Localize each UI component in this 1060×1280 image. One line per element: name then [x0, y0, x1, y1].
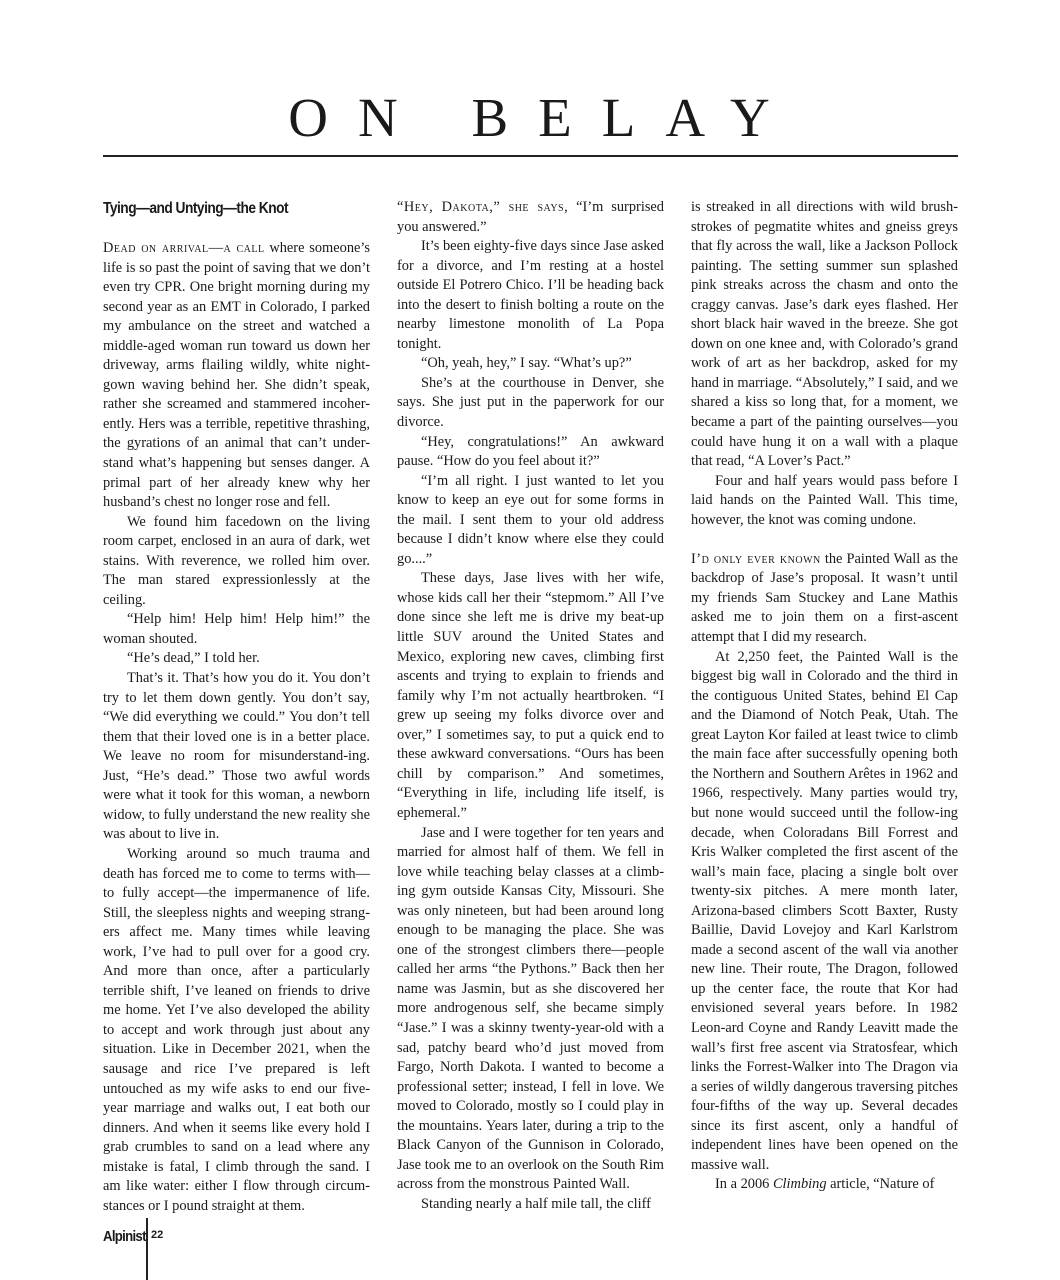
paragraph: “Help him! Help him! Help him!” the woman shouted. — [103, 611, 370, 647]
paragraph: “Oh, yeah, hey,” I say. “What’s up?” — [421, 355, 632, 372]
paragraph-text: “I’m surprised you answered.” — [397, 199, 664, 235]
paragraph: Four and half years would pass before I laid hands on the Painted Wall. This time, however, the knot was coming undone. — [691, 472, 958, 528]
paragraph: Working around so much trauma and death has forced me to come to terms with—to fully accept—the impermanence of life. Still, the sleepless nights and weeping strang-ers affect me. Many times while leaving work, I’ve had to pull over for a good cry. And more than once, after a particularly terrible shift, I’ve leaned on friends to drive me home. Yet I’ve also developed the ability to accept and work through just about any situation. Like in December 2021, when the sausage and rice I’ve prepared is left untouched as my wife asks to end our five-year marriage and walks out, I eat both our dinners. And when it seems like every hold I grab crumbles to sand on a lead where any mistake is fatal, I climb through the sand. I am like water: either I flow through circum-stances or I pound straight at them. — [103, 845, 370, 1214]
paragraph: Standing nearly a half mile tall, the cliff — [421, 1195, 651, 1212]
paragraph-text: the Painted Wall as the backdrop of Jase’s proposal. It wasn’t until my friends Sam Stuckey and Lane Mathis asked me to join them on a first-ascent attempt that I did my research. — [691, 550, 958, 646]
lead-in: “Hey, Dakota,” she says, — [397, 199, 569, 215]
paragraph: That’s it. That’s how you do it. You don’t try to let them down gently. You don’t say, “We did everything we could.” You don’t tell them that their loved one is in a better place. We leave no room for misunderstand-ing. Just, “He’s dead.” Those two awful words were what it took for this woman, a newborn widow, to fully understand the new reality she was about to live in. — [103, 670, 370, 843]
article-headline: Tying—and Untying—the Knot — [103, 200, 289, 217]
section-title: ON BELAY — [288, 87, 800, 148]
paragraph — [397, 198, 664, 237]
paragraph-text: where someone’s life is so past the point of saving that we don’t even try CPR. One bright morning during my second year as an EMT in Colorado, I parked my ambulance on the street and watched a middle-aged woman run toward us down her driveway, arms flailing wildly, white night-gown waving behind her. She didn’t speak, rather she screamed and stammered incoher-ently. Hers was a terrible, repetitive thrashing, the gyrations of an animal that can’t under-stand what’s happening but senses danger. A primal part of her already knew why her husband’s chest no longer rose and fell. — [103, 240, 370, 511]
paragraph-text: In a 2006 — [715, 1176, 773, 1193]
paragraph: At 2,250 feet, the Painted Wall is the biggest big wall in Colorado and the third in the contiguous United States, behind El Cap and the Diamond of Notch Peak, Utah. The great Layton Kor failed at least twice to climb the main face after successfully opening both the Northern and Southern Arêtes in 1962 and 1966, respectively. Many parties would try, but none would succeed until the follow-ing decade, when Coloradans Bill Forrest and Kris Walker completed the first ascent of the wall’s main face, placing a single bolt over twenty-six pitches. A mere month later, Arizona-based climbers Scott Baxter, Rusty Baillie, David Lovejoy and Karl Karlstrom made a second ascent of the wall via another new line. Their route, The Dragon, followed up the center face, the route that Kor had envisioned several years before. In 1982 Leon-ard Coyne and Randy Leavitt made the wall’s first free ascent via Stratosfear, which links the Forrest-Walker into The Dragon via a series of wildly dangerous traversing pitches four-fifths of the way up. Several decades since its first ascent, only a handful of independent lines have been opened on the massive wall. — [691, 648, 958, 1173]
paragraph-text: article, “Nature of — [826, 1176, 935, 1193]
paragraph: “Hey, congratulations!” An awkward pause. “How do you feel about it?” — [397, 433, 664, 470]
article-column-2 — [397, 198, 664, 1214]
paragraph: She’s at the courthouse in Denver, she says. She just put in the paperwork for our divorce. — [397, 374, 664, 431]
paragraph: Jase and I were together for ten years and married for almost half of them. We fell in love while teaching belay classes at a climb-ing gym outside Kansas City, Missouri. She was only nineteen, but had been around long enough to be managing the place. She was one of the strongest climbers there—people called her arms “the Pythons.” Back then her name was Jasmin, but as she discovered her more androgenous self, she became simply “Jase.” I was a skinny twenty-year-old with a sad, patchy beard who’d just moved from Fargo, North Dakota. I wanted to become a professional setter; instead, I fell in love. We moved to Colorado, mostly so I could play in the mountains. Years later, during a trip to the Black Canyon of the Gunnison in Colorado, Jase took me to an overlook on the South Rim across from the monstrous Painted Wall. — [397, 824, 664, 1193]
paragraph: We found him facedown on the living room carpet, enclosed in an aura of dark, wet stains. With reverence, we rolled him over. The man stared expressionlessly at the ceiling. — [103, 513, 370, 608]
magazine-logo: Alpinist — [103, 1228, 146, 1245]
paragraph: These days, Jase lives with her wife, whose kids call her their “stepmom.” All I’ve done since she left me is drive my beat-up little SUV around the United States and Mexico, exploring new caves, climbing first ascents and trying to explain to friends and family why I’m not actually heartbroken. “I grew up seeing my folks divorce over and over,” I sometimes say, to put a quick end to these awkward conversations. “Ours has been chill by comparison.” And sometimes, “Everything in life, including life itself, is ephemeral.” — [397, 570, 664, 821]
lead-in: Dead on arrival—a call — [103, 240, 265, 256]
article-column-1 — [103, 198, 370, 1216]
article-column-3 — [691, 198, 958, 1195]
paragraph: “I’m all right. I just wanted to let you know to keep an eye out for some forms in the mail. I sent them to your old address because I didn’t know where else they could go....” — [397, 472, 664, 567]
paragraph: is streaked in all directions with wild brush-strokes of pegmatite whites and gneiss greys that fly across the wall, like a Jackson Pollock painting. The setting summer sun splashed pink streaks across the chasm and onto the craggy canvas. Jase’s dark eyes flashed. Her short black hair waved in the breeze. She got down on one knee and, with Colorado’s grand work of art as her backdrop, asked for my hand in marriage. “Absolutely,” I said, and we shared a kiss so long that, for a moment, we became a part of the painting ourselves—you could have hung it on a wall with a plaque that read, “A Lover’s Pact.” — [691, 199, 958, 470]
paragraph — [691, 1175, 958, 1195]
paragraph — [103, 239, 370, 513]
paragraph: “He’s dead,” I told her. — [127, 650, 260, 667]
footer-divider — [146, 1218, 148, 1280]
paragraph — [691, 550, 958, 648]
publication-title: Climbing — [772, 1176, 827, 1193]
paragraph: It’s been eighty-five days since Jase asked for a divorce, and I’m resting at a hostel outside El Potrero Chico. I’ll be heading back into the desert to finish bolting a route on the nearby limestone monolith of La Popa tonight. — [397, 238, 664, 352]
header-rule — [103, 155, 958, 157]
page-number: 22 — [151, 1229, 164, 1241]
lead-in: I’d only ever known — [691, 550, 821, 567]
